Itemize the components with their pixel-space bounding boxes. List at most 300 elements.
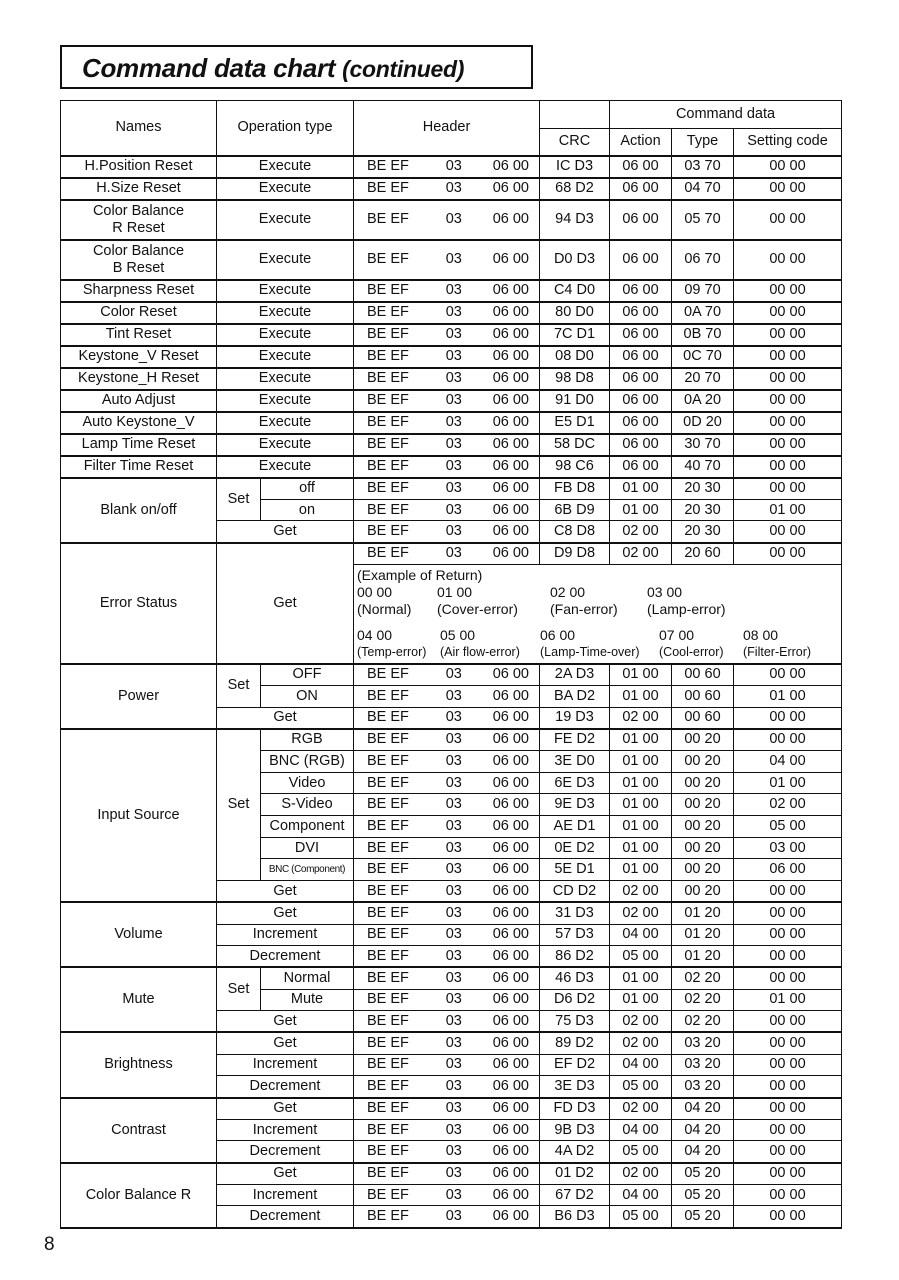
header-bytes bbox=[354, 991, 539, 1008]
header-byte: 06 00 bbox=[492, 1142, 529, 1159]
action-value: 01 00 bbox=[610, 664, 672, 686]
header-bytes bbox=[354, 1056, 539, 1073]
header-byte: BE EF bbox=[367, 414, 409, 430]
header-byte: BE EF bbox=[367, 251, 409, 267]
column-setting-code: Setting code bbox=[734, 129, 842, 156]
header-value bbox=[354, 390, 540, 412]
header-byte: 03 bbox=[445, 1142, 462, 1159]
crc-value: AE D1 bbox=[540, 816, 610, 838]
header-byte: BE EF bbox=[367, 774, 409, 791]
table-row bbox=[61, 368, 842, 390]
setting-code-value: 00 00 bbox=[734, 967, 842, 989]
action-value: 01 00 bbox=[610, 816, 672, 838]
header-byte: 06 00 bbox=[492, 796, 529, 813]
operation-type: Execute bbox=[217, 346, 354, 368]
header-byte: BE EF bbox=[367, 480, 409, 497]
crc-value: C8 D8 bbox=[540, 521, 610, 543]
header-bytes bbox=[354, 840, 539, 857]
crc-value: 3E D3 bbox=[540, 1076, 610, 1098]
header-value bbox=[354, 156, 540, 178]
table-row bbox=[61, 390, 842, 412]
header-byte: 06 00 bbox=[492, 947, 529, 964]
action-value: 04 00 bbox=[610, 1184, 672, 1206]
command-name: Color Balance R Reset bbox=[61, 200, 217, 240]
crc-value: FD D3 bbox=[540, 1098, 610, 1120]
column-action: Action bbox=[610, 129, 672, 156]
table-row bbox=[61, 324, 842, 346]
header-bytes bbox=[354, 775, 539, 792]
header-bytes bbox=[354, 480, 539, 497]
header-byte: 03 bbox=[445, 882, 462, 899]
command-name: Mute bbox=[61, 967, 217, 1032]
table-row bbox=[61, 412, 842, 434]
setting-code-value: 00 00 bbox=[734, 324, 842, 346]
return-label: (Fan-error) bbox=[550, 600, 618, 617]
table-row bbox=[61, 543, 842, 565]
header-bytes bbox=[354, 282, 539, 299]
header-byte: 03 bbox=[445, 392, 462, 408]
header-byte: BE EF bbox=[367, 839, 409, 856]
command-name: Auto Keystone_V bbox=[61, 412, 217, 434]
header-bytes bbox=[354, 709, 539, 726]
header-byte: 03 bbox=[445, 458, 462, 474]
table-row bbox=[61, 1032, 842, 1054]
set-option: RGB bbox=[261, 729, 354, 751]
header-value bbox=[354, 1206, 540, 1228]
action-value: 01 00 bbox=[610, 499, 672, 521]
command-name: Color Balance B Reset bbox=[61, 240, 217, 280]
crc-value: 91 D0 bbox=[540, 390, 610, 412]
header-byte: BE EF bbox=[367, 348, 409, 364]
header-bytes bbox=[354, 753, 539, 770]
table-row bbox=[61, 1163, 842, 1185]
crc-value: 94 D3 bbox=[540, 200, 610, 240]
return-label: (Cover-error) bbox=[437, 600, 518, 617]
header-byte: 06 00 bbox=[492, 1186, 529, 1203]
table-row bbox=[61, 729, 842, 751]
type-value: 02 20 bbox=[672, 967, 734, 989]
type-value: 05 20 bbox=[672, 1206, 734, 1228]
header-byte: 03 bbox=[445, 158, 462, 174]
operation-type: Execute bbox=[217, 434, 354, 456]
header-byte: 06 00 bbox=[492, 817, 529, 834]
header-byte: 06 00 bbox=[492, 370, 529, 386]
setting-code-value: 04 00 bbox=[734, 751, 842, 773]
header-byte: 06 00 bbox=[492, 1035, 529, 1052]
crc-value: 7C D1 bbox=[540, 324, 610, 346]
type-value: 20 30 bbox=[672, 499, 734, 521]
header-bytes bbox=[354, 1035, 539, 1052]
set-option: BNC (Component) bbox=[261, 859, 354, 881]
header-byte: 06 00 bbox=[492, 839, 529, 856]
setting-code-value: 05 00 bbox=[734, 816, 842, 838]
setting-code-value: 00 00 bbox=[734, 902, 842, 924]
type-value: 0A 20 bbox=[672, 390, 734, 412]
crc-value: 6B D9 bbox=[540, 499, 610, 521]
command-name: Filter Time Reset bbox=[61, 456, 217, 478]
header-byte: 03 bbox=[445, 687, 462, 704]
type-value: 01 20 bbox=[672, 946, 734, 968]
setting-code-value: 00 00 bbox=[734, 1032, 842, 1054]
setting-code-value: 00 00 bbox=[734, 881, 842, 903]
header-byte: 06 00 bbox=[492, 545, 529, 562]
setting-code-value: 00 00 bbox=[734, 412, 842, 434]
command-name: Tint Reset bbox=[61, 324, 217, 346]
header-bytes bbox=[354, 158, 539, 175]
header-byte: BE EF bbox=[367, 436, 409, 452]
crc-value: 5E D1 bbox=[540, 859, 610, 881]
crc-value: D9 D8 bbox=[540, 543, 610, 565]
action-value: 02 00 bbox=[610, 1098, 672, 1120]
header-byte: BE EF bbox=[367, 1121, 409, 1138]
header-bytes bbox=[354, 251, 539, 268]
set-option: on bbox=[261, 499, 354, 521]
action-value: 02 00 bbox=[610, 1032, 672, 1054]
header-byte: BE EF bbox=[367, 180, 409, 196]
operation-type: Execute bbox=[217, 324, 354, 346]
crc-value: 75 D3 bbox=[540, 1011, 610, 1033]
crc-value: D0 D3 bbox=[540, 240, 610, 280]
table-row bbox=[61, 664, 842, 686]
crc-value: 9E D3 bbox=[540, 794, 610, 816]
header-byte: BE EF bbox=[367, 370, 409, 386]
header-byte: BE EF bbox=[367, 1077, 409, 1094]
command-name: Color Balance R bbox=[61, 1163, 217, 1228]
set-label: Set bbox=[217, 478, 261, 521]
action-value: 06 00 bbox=[610, 456, 672, 478]
header-byte: 03 bbox=[445, 348, 462, 364]
command-name: Power bbox=[61, 664, 217, 729]
action-value: 05 00 bbox=[610, 1076, 672, 1098]
action-value: 04 00 bbox=[610, 924, 672, 946]
command-name: Brightness bbox=[61, 1032, 217, 1097]
column-header: Header bbox=[354, 101, 540, 156]
header-bytes bbox=[354, 1100, 539, 1117]
header-value bbox=[354, 837, 540, 859]
header-byte: 06 00 bbox=[492, 436, 529, 452]
type-value: 0A 70 bbox=[672, 302, 734, 324]
header-bytes bbox=[354, 414, 539, 431]
header-byte: 03 bbox=[445, 414, 462, 430]
crc-value: B6 D3 bbox=[540, 1206, 610, 1228]
header-value bbox=[354, 434, 540, 456]
setting-code-value: 00 00 bbox=[734, 1098, 842, 1120]
setting-code-value: 01 00 bbox=[734, 989, 842, 1011]
operation-type: Decrement bbox=[217, 1076, 354, 1098]
header-byte: 03 bbox=[445, 1035, 462, 1052]
setting-code-value: 06 00 bbox=[734, 859, 842, 881]
crc-value: 4A D2 bbox=[540, 1141, 610, 1163]
header-value bbox=[354, 967, 540, 989]
type-value: 00 20 bbox=[672, 816, 734, 838]
type-value: 01 20 bbox=[672, 902, 734, 924]
operation-type: Increment bbox=[217, 1119, 354, 1141]
operation-type: Get bbox=[217, 1011, 354, 1033]
header-value bbox=[354, 1032, 540, 1054]
command-name: Blank on/off bbox=[61, 478, 217, 543]
table-row bbox=[61, 280, 842, 302]
column-type: Type bbox=[672, 129, 734, 156]
operation-type: Get bbox=[217, 1032, 354, 1054]
setting-code-value: 00 00 bbox=[734, 478, 842, 500]
header-value bbox=[354, 794, 540, 816]
crc-value: BA D2 bbox=[540, 685, 610, 707]
setting-code-value: 00 00 bbox=[734, 390, 842, 412]
header-bytes bbox=[354, 502, 539, 519]
header-bytes bbox=[354, 304, 539, 321]
header-byte: BE EF bbox=[367, 326, 409, 342]
crc-value: 67 D2 bbox=[540, 1184, 610, 1206]
operation-type: Execute bbox=[217, 240, 354, 280]
title-suffix: (continued) bbox=[342, 56, 465, 82]
table-row bbox=[61, 178, 842, 200]
header-byte: 03 bbox=[445, 251, 462, 267]
header-byte: 06 00 bbox=[492, 326, 529, 342]
setting-code-value: 03 00 bbox=[734, 837, 842, 859]
header-bytes bbox=[354, 1208, 539, 1225]
header-byte: 03 bbox=[445, 839, 462, 856]
header-value bbox=[354, 707, 540, 729]
setting-code-value: 00 00 bbox=[734, 200, 842, 240]
header-byte: BE EF bbox=[367, 731, 409, 748]
set-label: Set bbox=[217, 967, 261, 1010]
header-value bbox=[354, 1141, 540, 1163]
type-value: 03 20 bbox=[672, 1032, 734, 1054]
type-value: 00 60 bbox=[672, 707, 734, 729]
type-value: 05 20 bbox=[672, 1184, 734, 1206]
type-value: 0B 70 bbox=[672, 324, 734, 346]
action-value: 02 00 bbox=[610, 521, 672, 543]
header-value bbox=[354, 521, 540, 543]
type-value: 02 20 bbox=[672, 989, 734, 1011]
table-row bbox=[61, 156, 842, 178]
setting-code-value: 00 00 bbox=[734, 346, 842, 368]
operation-type: Decrement bbox=[217, 946, 354, 968]
crc-value: 46 D3 bbox=[540, 967, 610, 989]
command-name: Volume bbox=[61, 902, 217, 967]
operation-type: Get bbox=[217, 521, 354, 543]
header-value bbox=[354, 324, 540, 346]
table-row bbox=[61, 346, 842, 368]
type-value: 20 70 bbox=[672, 368, 734, 390]
table-row bbox=[61, 902, 842, 924]
header-byte: BE EF bbox=[367, 1100, 409, 1117]
return-label: (Cool-error) bbox=[659, 644, 724, 659]
setting-code-value: 00 00 bbox=[734, 1054, 842, 1076]
operation-type: Execute bbox=[217, 178, 354, 200]
type-value: 00 20 bbox=[672, 837, 734, 859]
header-byte: 03 bbox=[445, 796, 462, 813]
header-byte: 03 bbox=[445, 501, 462, 518]
header-bytes bbox=[354, 1078, 539, 1095]
crc-value: 89 D2 bbox=[540, 1032, 610, 1054]
operation-type: Increment bbox=[217, 924, 354, 946]
header-byte: 06 00 bbox=[492, 969, 529, 986]
crc-value: 6E D3 bbox=[540, 772, 610, 794]
action-value: 01 00 bbox=[610, 729, 672, 751]
setting-code-value: 00 00 bbox=[734, 707, 842, 729]
header-bytes bbox=[354, 883, 539, 900]
header-bytes bbox=[354, 545, 539, 562]
setting-code-value: 00 00 bbox=[734, 1163, 842, 1185]
action-value: 06 00 bbox=[610, 302, 672, 324]
set-option: Video bbox=[261, 772, 354, 794]
return-label: (Filter-Error) bbox=[743, 644, 812, 659]
table-row bbox=[61, 478, 842, 500]
command-name: Sharpness Reset bbox=[61, 280, 217, 302]
return-code: 00 00 bbox=[357, 583, 393, 600]
header-byte: BE EF bbox=[367, 991, 409, 1008]
setting-code-value: 02 00 bbox=[734, 794, 842, 816]
set-option: off bbox=[261, 478, 354, 500]
header-value bbox=[354, 946, 540, 968]
header-byte: BE EF bbox=[367, 1186, 409, 1203]
column-operation-type: Operation type bbox=[217, 101, 354, 156]
crc-value: 68 D2 bbox=[540, 178, 610, 200]
type-value: 03 20 bbox=[672, 1054, 734, 1076]
setting-code-value: 00 00 bbox=[734, 280, 842, 302]
command-name: Error Status bbox=[61, 543, 217, 664]
header-byte: 03 bbox=[445, 1056, 462, 1073]
setting-code-value: 00 00 bbox=[734, 1184, 842, 1206]
column-crc-spacer bbox=[540, 101, 610, 129]
column-command-data: Command data bbox=[610, 101, 842, 129]
operation-type: Increment bbox=[217, 1054, 354, 1076]
header-byte: BE EF bbox=[367, 1035, 409, 1052]
action-value: 01 00 bbox=[610, 859, 672, 881]
column-crc: CRC bbox=[540, 129, 610, 156]
header-value bbox=[354, 346, 540, 368]
header-bytes bbox=[354, 905, 539, 922]
type-value: 04 20 bbox=[672, 1098, 734, 1120]
crc-value: 57 D3 bbox=[540, 924, 610, 946]
type-value: 20 30 bbox=[672, 478, 734, 500]
header-value bbox=[354, 989, 540, 1011]
crc-value: 9B D3 bbox=[540, 1119, 610, 1141]
setting-code-value: 00 00 bbox=[734, 543, 842, 565]
crc-value: 58 DC bbox=[540, 434, 610, 456]
set-option: OFF bbox=[261, 664, 354, 686]
header-byte: 06 00 bbox=[492, 1056, 529, 1073]
header-value bbox=[354, 902, 540, 924]
set-option: DVI bbox=[261, 837, 354, 859]
type-value: 40 70 bbox=[672, 456, 734, 478]
header-byte: 03 bbox=[445, 326, 462, 342]
set-option: ON bbox=[261, 685, 354, 707]
table-row bbox=[61, 456, 842, 478]
header-byte: BE EF bbox=[367, 158, 409, 174]
return-label: (Lamp-error) bbox=[647, 600, 726, 617]
setting-code-value: 01 00 bbox=[734, 685, 842, 707]
operation-type: Execute bbox=[217, 156, 354, 178]
crc-value: D6 D2 bbox=[540, 989, 610, 1011]
header-value bbox=[354, 664, 540, 686]
type-value: 20 60 bbox=[672, 543, 734, 565]
header-byte: 06 00 bbox=[492, 414, 529, 430]
command-name: H.Position Reset bbox=[61, 156, 217, 178]
header-value bbox=[354, 1011, 540, 1033]
type-value: 03 70 bbox=[672, 156, 734, 178]
header-byte: 06 00 bbox=[492, 458, 529, 474]
header-byte: 06 00 bbox=[492, 251, 529, 267]
header-bytes bbox=[354, 392, 539, 409]
setting-code-value: 00 00 bbox=[734, 434, 842, 456]
setting-code-value: 00 00 bbox=[734, 178, 842, 200]
header-byte: 03 bbox=[445, 969, 462, 986]
action-value: 01 00 bbox=[610, 967, 672, 989]
header-bytes bbox=[354, 861, 539, 878]
type-value: 00 20 bbox=[672, 859, 734, 881]
return-code: 07 00 bbox=[659, 626, 695, 643]
action-value: 06 00 bbox=[610, 240, 672, 280]
header-bytes bbox=[354, 970, 539, 987]
header-byte: 06 00 bbox=[492, 731, 529, 748]
header-byte: BE EF bbox=[367, 947, 409, 964]
table-row bbox=[61, 1098, 842, 1120]
setting-code-value: 00 00 bbox=[734, 240, 842, 280]
header-byte: 06 00 bbox=[492, 348, 529, 364]
crc-value: FE D2 bbox=[540, 729, 610, 751]
return-code: 06 00 bbox=[540, 626, 576, 643]
type-value: 00 20 bbox=[672, 751, 734, 773]
command-data-table bbox=[60, 100, 842, 1229]
header-byte: BE EF bbox=[367, 522, 409, 539]
column-names: Names bbox=[61, 101, 217, 156]
table-row bbox=[61, 200, 842, 240]
crc-value: 98 C6 bbox=[540, 456, 610, 478]
action-value: 01 00 bbox=[610, 478, 672, 500]
crc-value: FB D8 bbox=[540, 478, 610, 500]
page-title bbox=[60, 45, 533, 89]
type-value: 00 20 bbox=[672, 772, 734, 794]
header-byte: BE EF bbox=[367, 817, 409, 834]
header-byte: 03 bbox=[445, 436, 462, 452]
header-byte: BE EF bbox=[367, 392, 409, 408]
crc-value: 80 D0 bbox=[540, 302, 610, 324]
header-byte: 03 bbox=[445, 666, 462, 683]
command-name: Lamp Time Reset bbox=[61, 434, 217, 456]
header-bytes bbox=[354, 370, 539, 387]
header-byte: 03 bbox=[445, 370, 462, 386]
header-byte: 03 bbox=[445, 1186, 462, 1203]
type-value: 05 20 bbox=[672, 1163, 734, 1185]
type-value: 0D 20 bbox=[672, 412, 734, 434]
operation-type: Execute bbox=[217, 368, 354, 390]
header-bytes bbox=[354, 796, 539, 813]
type-value: 03 20 bbox=[672, 1076, 734, 1098]
header-byte: BE EF bbox=[367, 304, 409, 320]
return-code: 02 00 bbox=[550, 583, 586, 600]
header-bytes bbox=[354, 666, 539, 683]
header-byte: 06 00 bbox=[492, 666, 529, 683]
type-value: 05 70 bbox=[672, 200, 734, 240]
setting-code-value: 00 00 bbox=[734, 302, 842, 324]
set-option: Normal bbox=[261, 967, 354, 989]
operation-type: Execute bbox=[217, 280, 354, 302]
command-name: H.Size Reset bbox=[61, 178, 217, 200]
setting-code-value: 00 00 bbox=[734, 368, 842, 390]
action-value: 05 00 bbox=[610, 1141, 672, 1163]
header-byte: BE EF bbox=[367, 1012, 409, 1029]
header-value bbox=[354, 751, 540, 773]
setting-code-value: 00 00 bbox=[734, 1076, 842, 1098]
header-byte: BE EF bbox=[367, 282, 409, 298]
type-value: 09 70 bbox=[672, 280, 734, 302]
header-byte: 06 00 bbox=[492, 991, 529, 1008]
type-value: 00 20 bbox=[672, 881, 734, 903]
header-byte: 06 00 bbox=[492, 522, 529, 539]
header-byte: 03 bbox=[445, 1208, 462, 1225]
